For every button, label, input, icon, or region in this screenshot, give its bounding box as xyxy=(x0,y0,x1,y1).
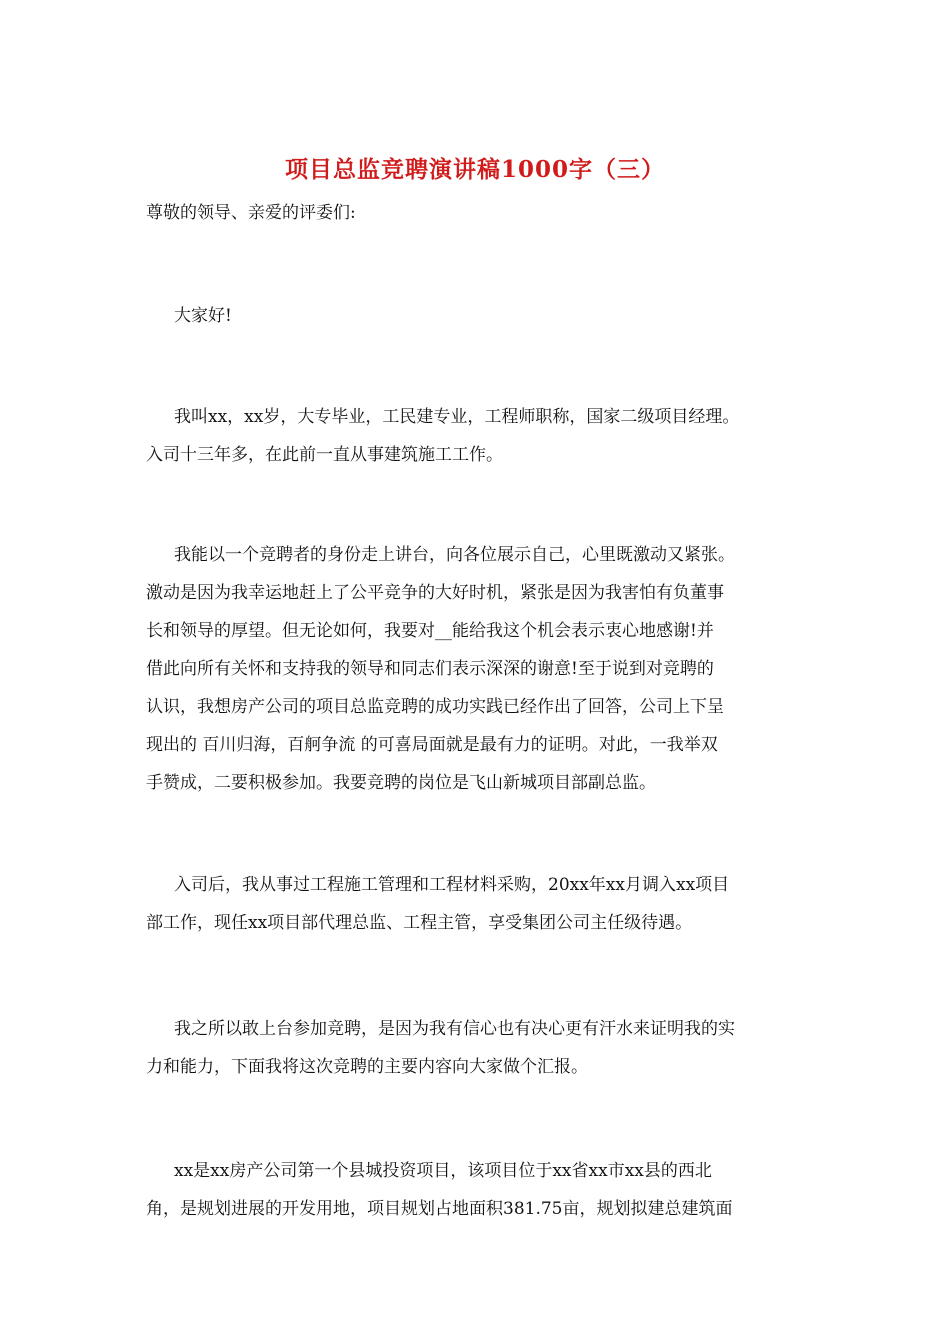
paragraph-line: 部工作，现任xx项目部代理总监、工程主管，享受集团公司主任级待遇。 xyxy=(146,913,693,933)
paragraph-feelings xyxy=(146,536,810,802)
paragraph-intro xyxy=(146,398,810,474)
paragraph-line: 力和能力，下面我将这次竞聘的主要内容向大家做个汇报。 xyxy=(146,1057,588,1077)
paragraph-line: 长和领导的厚望。但无论如何，我要对__能给我这个机会表示衷心地感谢!并 xyxy=(146,621,714,641)
paragraph-line: 手赞成，二要积极参加。我要竞聘的岗位是飞山新城项目部副总监。 xyxy=(146,773,656,793)
paragraph-project xyxy=(146,1152,810,1228)
paragraph-line: 现出的 百川归海，百舸争流 的可喜局面就是最有力的证明。对此，一我举双 xyxy=(146,735,718,755)
paragraph-line: 入司十三年多，在此前一直从事建筑施工工作。 xyxy=(146,445,503,465)
paragraph-line: xx是xx房产公司第一个县城投资项目，该项目位于xx省xx市xx县的西北 xyxy=(174,1161,712,1181)
paragraph-line: 激动是因为我幸运地赶上了公平竞争的大好时机，紧张是因为我害怕有负董事 xyxy=(146,583,724,603)
paragraph-line: 认识，我想房产公司的项目总监竞聘的成功实践已经作出了回答，公司上下呈 xyxy=(146,697,724,717)
paragraph-confidence xyxy=(146,1010,810,1086)
paragraph-line: 我叫xx，xx岁，大专毕业，工民建专业，工程师职称，国家二级项目经理。 xyxy=(174,407,740,427)
paragraph-greeting xyxy=(146,297,810,335)
paragraph-experience xyxy=(146,866,810,942)
paragraph-line: 借此向所有关怀和支持我的领导和同志们表示深深的谢意!至于说到对竞聘的 xyxy=(146,659,714,679)
paragraph-line: 入司后，我从事过工程施工管理和工程材料采购，20xx年xx月调入xx项目 xyxy=(174,875,730,895)
paragraph-line: 我能以一个竞聘者的身份走上讲台，向各位展示自己，心里既激动又紧张。 xyxy=(174,545,735,565)
paragraph-line: 大家好! xyxy=(174,306,232,326)
document-title: 项目总监竞聘演讲稿1000字（三） xyxy=(284,156,665,183)
paragraph-line: 我之所以敢上台参加竞聘，是因为我有信心也有决心更有汗水来证明我的实 xyxy=(174,1019,735,1039)
paragraph-line: 角，是规划进展的开发用地，项目规划占地面积381.75亩，规划拟建总建筑面 xyxy=(146,1199,733,1219)
salutation: 尊敬的领导、亲爱的评委们: xyxy=(146,203,356,223)
